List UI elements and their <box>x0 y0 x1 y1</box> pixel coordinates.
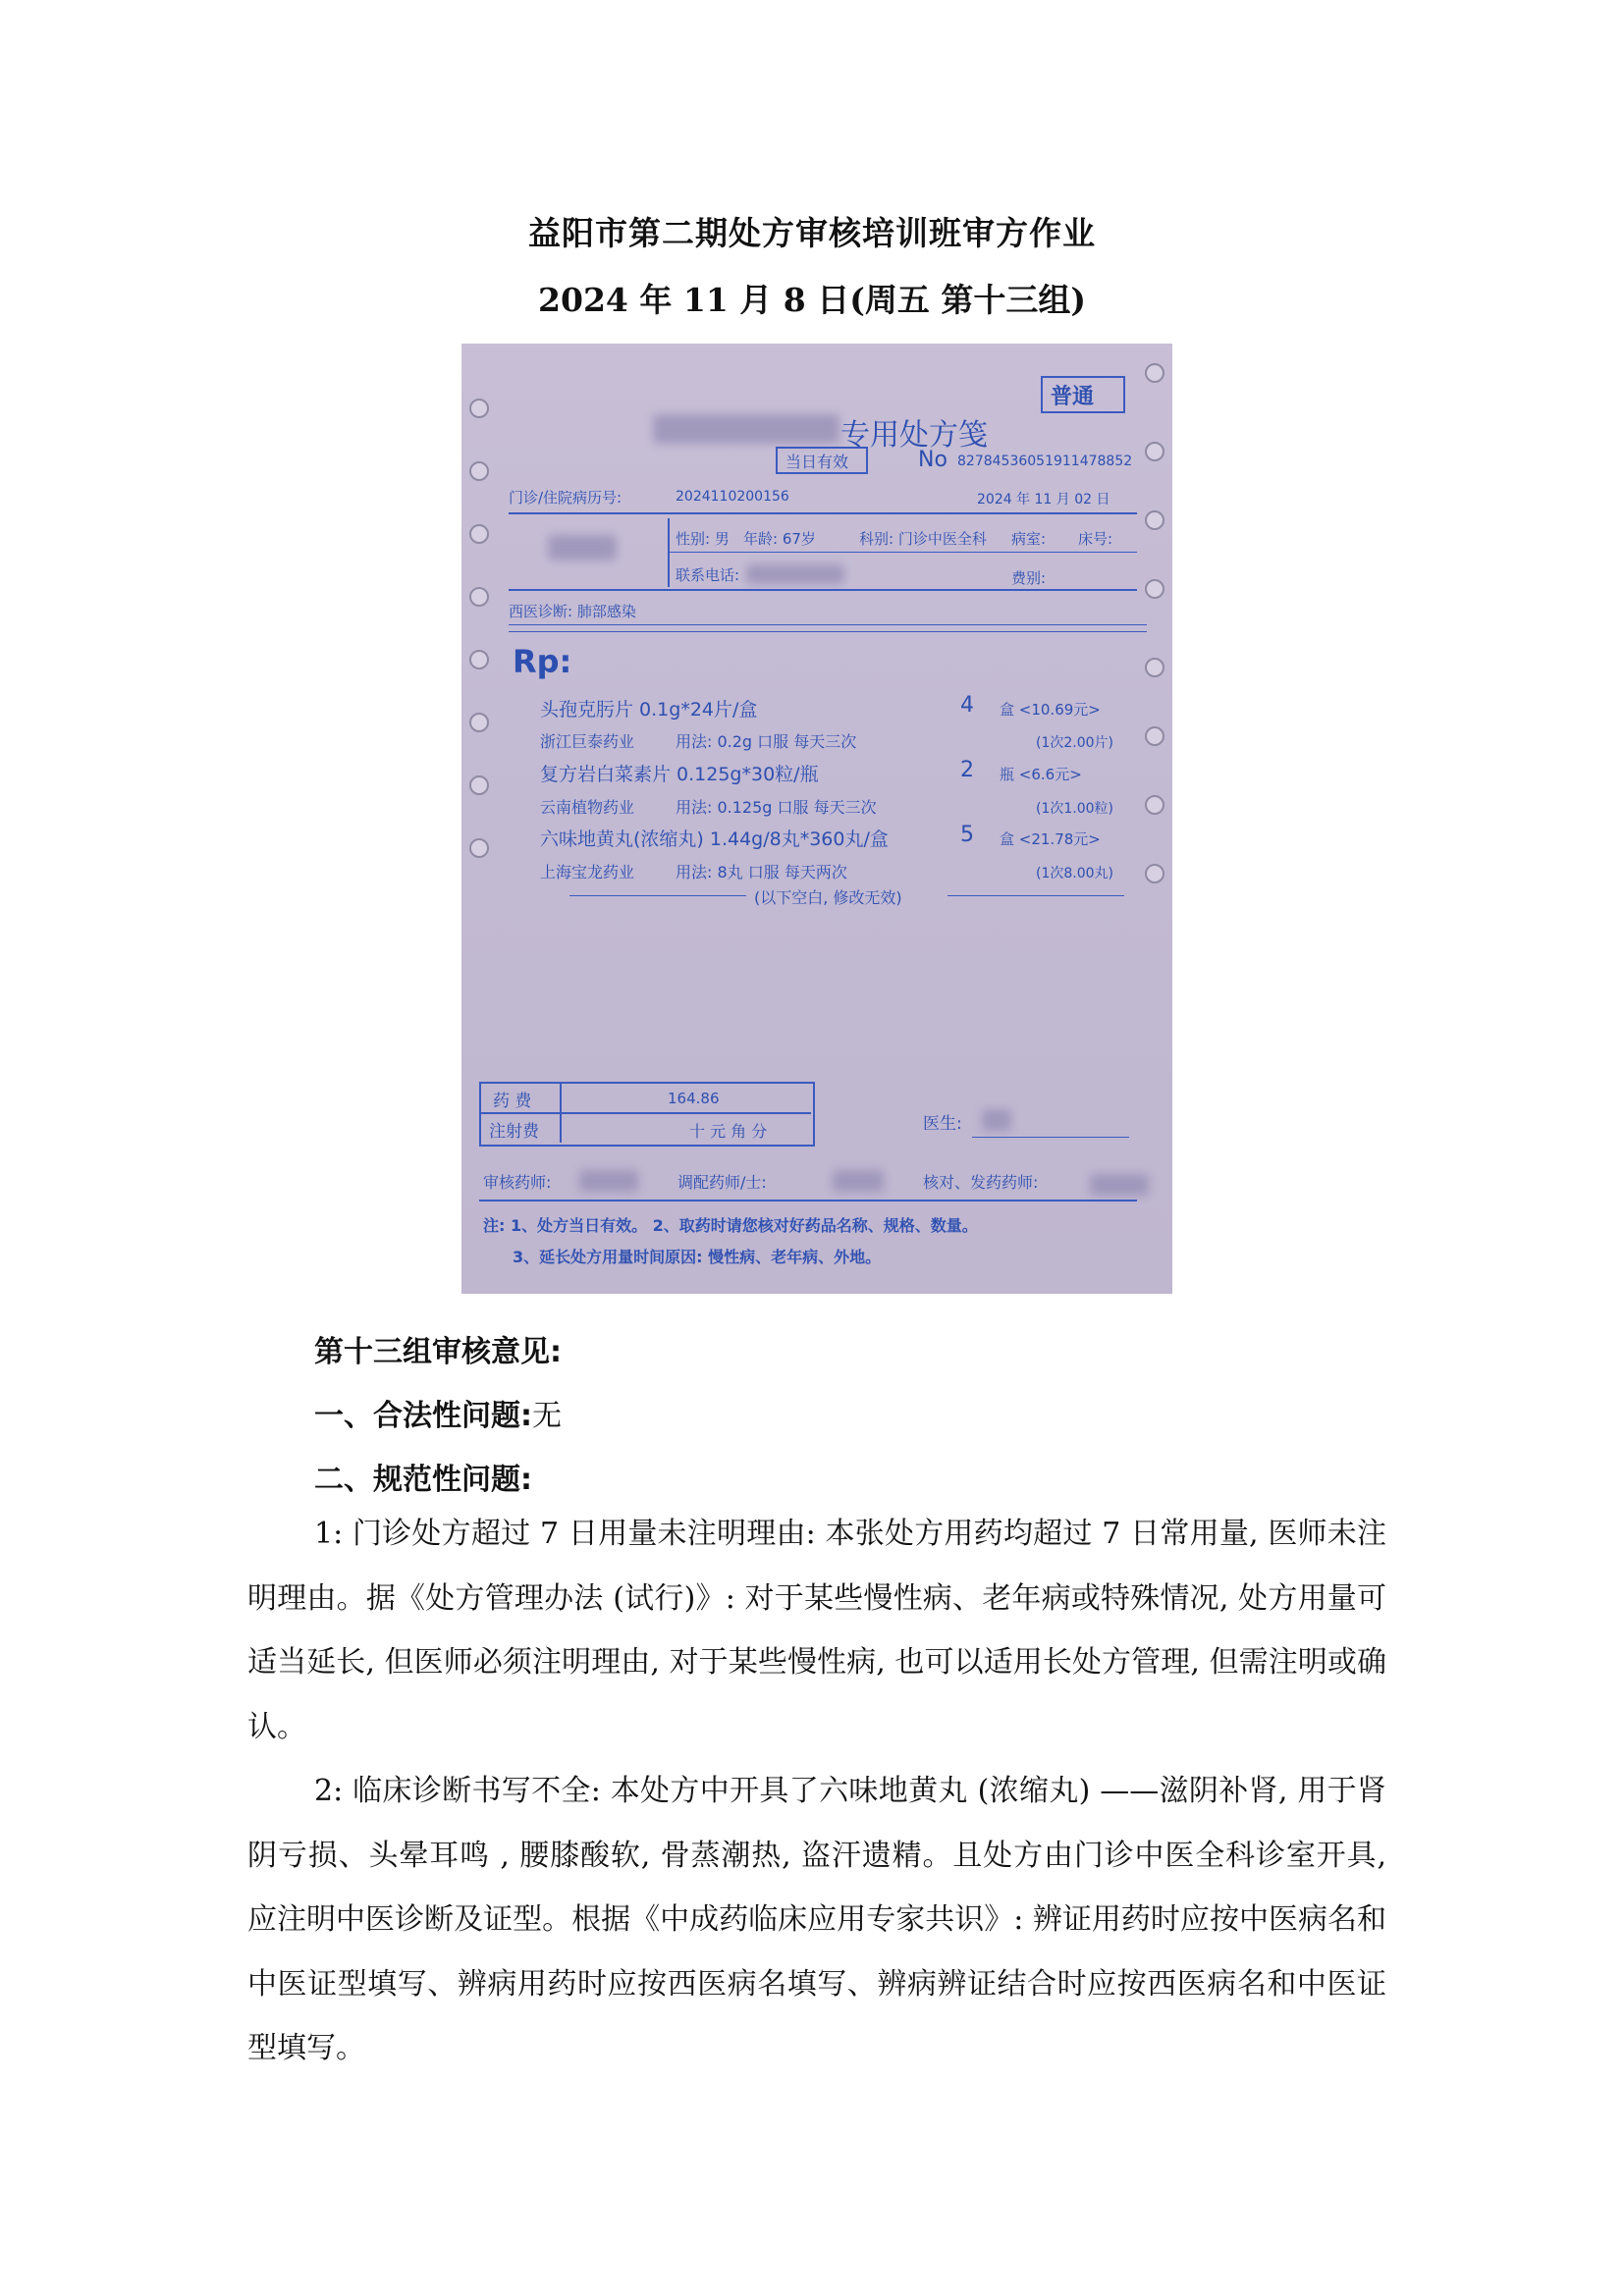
note-line-2: 3、延长处方用量时间原因: 慢性病、老年病、外地。 <box>513 1248 882 1266</box>
issue-paragraph-2: 2: 临床诊断书写不全: 本处方中开具了六味地黄丸 (浓缩丸) ——滋阴补肾, 用于肾阴亏损、头晕耳鸣 , 腰膝酸软, 骨蒸潮热, 盗汗遗精。且处方由门诊中医全科诊室开具, 应注明中医诊断及证型。根据《中成药临床应用专家共识》: 辨证用药时应按中医病名和中医证型填写、辨病用药时应按西医病名填写、辨病辨证结合时应按西医病名和中医证型填写。 <box>247 1774 1386 2065</box>
perforation-hole <box>469 650 489 669</box>
redacted-hospital-name <box>653 414 839 444</box>
prescription-photo <box>461 344 1172 1294</box>
document-title: 益阳市第二期处方审核培训班审方作业 <box>528 214 1096 252</box>
legality-value: 无 <box>532 1399 562 1433</box>
drug-name: 六味地黄丸(浓缩丸) 1.44g/8丸*360丸/盒 <box>540 828 889 850</box>
drug-unit-price: 盒 <21.78元> <box>1000 830 1101 848</box>
perforation-hole <box>1145 658 1164 677</box>
drug-maker: 上海宝龙药业 <box>540 863 635 881</box>
drug-unit-price: 瓶 <6.6元> <box>1000 766 1082 783</box>
perforation-hole <box>469 461 489 481</box>
record-label: 门诊/住院病历号: <box>509 489 623 507</box>
normative-section-heading: 二、规范性问题: <box>314 1463 532 1497</box>
document-subtitle: 2024 年 11 月 8 日(周五 第十三组) <box>538 281 1086 319</box>
prescription-title: 专用处方笺 <box>840 418 988 453</box>
validity: 当日有效 <box>785 453 849 471</box>
gender: 性别: 男 <box>676 530 730 548</box>
redacted-reviewer <box>579 1170 638 1192</box>
divider <box>509 631 1147 632</box>
perforation-hole <box>469 399 489 418</box>
divider <box>509 589 1137 591</box>
drug-per-dose: (1次8.00丸) <box>1036 866 1114 881</box>
perforation-hole <box>469 713 489 732</box>
redacted-dispenser <box>833 1170 884 1192</box>
divider <box>670 552 1137 553</box>
divider <box>560 1082 562 1143</box>
perforation-hole <box>469 524 489 544</box>
age: 年龄: 67岁 <box>743 530 816 548</box>
rp-label: Rp: <box>513 643 572 680</box>
perforation-hole <box>1145 864 1164 883</box>
fee-type: 费别: <box>1011 569 1047 587</box>
perforation-hole <box>1145 442 1164 461</box>
review-heading: 第十三组审核意见: <box>314 1335 562 1369</box>
bed: 床号: <box>1078 530 1113 548</box>
divider <box>509 624 1147 625</box>
ward: 病室: <box>1011 530 1047 548</box>
injection-fee-units: 十 元 角 分 <box>689 1122 768 1141</box>
divider <box>509 512 1137 514</box>
prescription-date: 2024 年 11 月 02 日 <box>977 492 1110 507</box>
reviewer-label: 审核药师: <box>483 1173 552 1192</box>
legality-label: 一、合法性问题: <box>314 1399 532 1433</box>
divider <box>947 895 1124 896</box>
drug-quantity: 4 <box>960 693 974 718</box>
drug-usage: 用法: 0.2g 口服 每天三次 <box>676 732 857 751</box>
phone: 联系电话: <box>676 566 740 584</box>
drug-name: 头孢克肟片 0.1g*24片/盒 <box>540 699 758 721</box>
redacted-phone <box>746 564 844 584</box>
legality-section <box>314 1391 562 1434</box>
perforation-hole <box>1145 579 1164 599</box>
checker-label: 核对、发药药师: <box>923 1173 1039 1192</box>
dispenser-label: 调配药师/士: <box>677 1173 767 1192</box>
note-line-1: 注: 1、处方当日有效。 2、取药时请您核对好药品名称、规格、数量。 <box>483 1216 978 1235</box>
perforation-hole <box>469 775 489 795</box>
drug-quantity: 2 <box>960 758 974 782</box>
perforation-hole <box>469 838 489 858</box>
divider <box>668 518 670 587</box>
blank-note: (以下空白, 修改无效) <box>754 888 902 907</box>
prescription-number: 8278453605191147885​2 <box>957 454 1133 469</box>
divider <box>569 895 746 896</box>
type-stamp: 普通 <box>1051 385 1095 409</box>
divider <box>479 1112 811 1114</box>
fee-value: 164.86 <box>668 1090 720 1107</box>
signature-line <box>972 1137 1129 1138</box>
perforation-hole <box>469 587 489 607</box>
redacted-patient-name <box>548 535 617 561</box>
drug-per-dose: (1次1.00粒) <box>1036 801 1114 817</box>
issue-paragraph-1: 1: 门诊处方超过 7 日用量未注明理由: 本张处方用药均超过 7 日常用量, 医师未注明理由。据《处方管理办法 (试行)》: 对于某些慢性病、老年病或特殊情况, 处方用量可适当延长, 但医师必须注明理由, 对于某些慢性病, 也可以适用长处方管理, 但需注明或确认。 <box>247 1517 1386 1744</box>
redacted-doctor <box>982 1109 1011 1131</box>
fee-label: 药 费 <box>493 1092 532 1111</box>
drug-unit-price: 盒 <10.69元> <box>1000 701 1101 719</box>
drug-usage: 用法: 8丸 口服 每天两次 <box>676 863 847 881</box>
perforation-hole <box>1145 510 1164 530</box>
doctor-label: 医生: <box>923 1114 962 1134</box>
drug-maker: 云南植物药业 <box>540 798 635 817</box>
perforation-hole <box>1145 726 1164 746</box>
no-label: No <box>918 448 947 472</box>
perforation-hole <box>1145 795 1164 815</box>
drug-maker: 浙江巨泰药业 <box>540 732 635 751</box>
department: 科别: 门诊中医全科 <box>859 530 987 548</box>
redacted-checker <box>1090 1174 1149 1196</box>
drug-name: 复方岩白菜素片 0.125g*30粒/瓶 <box>540 764 819 785</box>
divider <box>479 1200 1137 1201</box>
drug-quantity: 5 <box>960 823 974 847</box>
injection-fee-label: 注射费 <box>489 1122 539 1142</box>
diagnosis: 西医诊断: 肺部感染 <box>509 603 636 620</box>
record-number: 20241102001​56 <box>676 489 789 505</box>
drug-per-dose: (1次2.00片) <box>1036 735 1114 751</box>
perforation-hole <box>1145 363 1164 383</box>
drug-usage: 用法: 0.125g 口服 每天三次 <box>676 798 877 817</box>
